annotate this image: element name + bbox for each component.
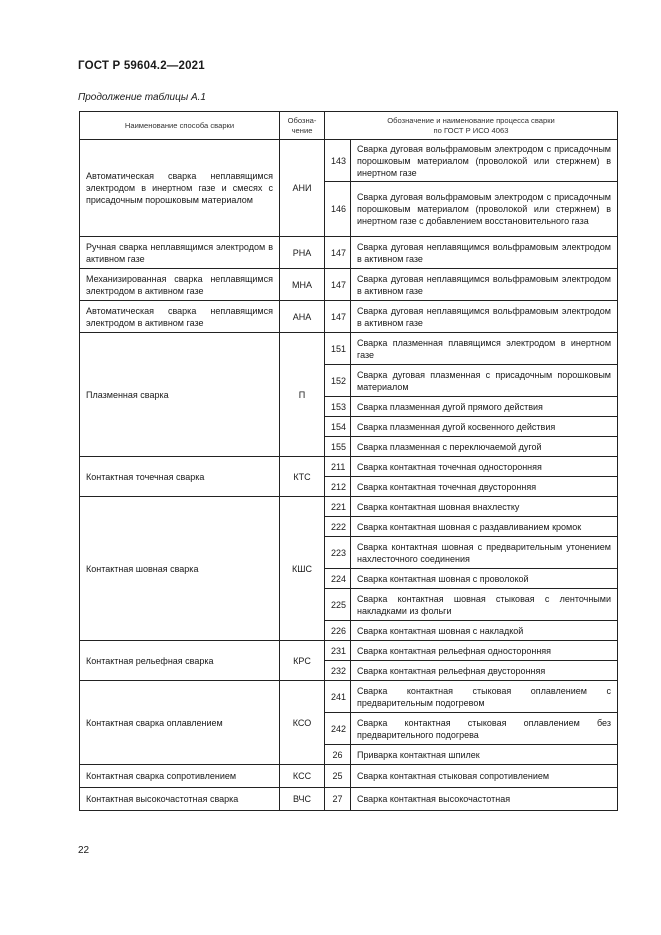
process-name: Приварка контактная шпилек (351, 745, 618, 765)
process-name: Сварка контактная стыковая сопротивлением (351, 765, 618, 788)
welding-method-code: П (280, 333, 325, 457)
process-number: 152 (325, 365, 351, 397)
welding-method-name: Плазменная сварка (80, 333, 280, 457)
process-name: Сварка контактная шовная с раздавливанием кромок (351, 517, 618, 537)
welding-method-code: КСС (280, 765, 325, 788)
process-number: 224 (325, 569, 351, 589)
process-name: Сварка дуговая вольфрамовым электродом с присадочным порошковым материалом (проволокой или стержнем) в инертном газе (351, 140, 618, 182)
process-name: Сварка контактная рельефная односторонняя (351, 641, 618, 661)
table-caption: Продолжение таблицы А.1 (78, 92, 206, 103)
column-header-code: Обозна- чение (280, 112, 325, 140)
process-number: 147 (325, 237, 351, 269)
table-row (80, 140, 618, 182)
welding-method-code: ВЧС (280, 788, 325, 811)
table-row (80, 237, 618, 269)
process-number: 146 (325, 182, 351, 237)
welding-method-name: Механизированная сварка неплавящимся электродом в активном газе (80, 269, 280, 301)
process-name: Сварка дуговая вольфрамовым электродом с присадочным порошковым материалом (проволокой или стержнем) в инертном газе с добавлением восстановительного газа (351, 182, 618, 237)
process-name: Сварка контактная точечная двусторонняя (351, 477, 618, 497)
process-name: Сварка контактная рельефная двусторонняя (351, 661, 618, 681)
welding-method-name: Контактная сварка сопротивлением (80, 765, 280, 788)
welding-method-code: КТС (280, 457, 325, 497)
welding-method-code: АНИ (280, 140, 325, 237)
process-number: 231 (325, 641, 351, 661)
process-name: Сварка дуговая неплавящимся вольфрамовым электродом в активном газе (351, 301, 618, 333)
process-number: 241 (325, 681, 351, 713)
process-number: 147 (325, 269, 351, 301)
welding-method-code: КРС (280, 641, 325, 681)
process-name: Сварка плазменная дугой прямого действия (351, 397, 618, 417)
welding-method-name: Ручная сварка неплавящимся электродом в активном газе (80, 237, 280, 269)
process-number: 225 (325, 589, 351, 621)
process-number: 232 (325, 661, 351, 681)
process-number: 153 (325, 397, 351, 417)
process-name: Сварка плазменная с переключаемой дугой (351, 437, 618, 457)
table-row (80, 788, 618, 811)
column-header-process: Обозначение и наименование процесса сварки по ГОСТ Р ИСО 4063 (325, 112, 618, 140)
welding-method-name: Контактная рельефная сварка (80, 641, 280, 681)
process-number: 226 (325, 621, 351, 641)
process-name: Сварка контактная шовная стыковая с ленточными накладками из фольги (351, 589, 618, 621)
welding-method-name: Контактная шовная сварка (80, 497, 280, 641)
process-number: 212 (325, 477, 351, 497)
table-row (80, 497, 618, 517)
process-name: Сварка дуговая неплавящимся вольфрамовым электродом в активном газе (351, 269, 618, 301)
process-number: 223 (325, 537, 351, 569)
process-name: Сварка контактная шовная с накладкой (351, 621, 618, 641)
process-name: Сварка дуговая неплавящимся вольфрамовым электродом в активном газе (351, 237, 618, 269)
process-name: Сварка контактная шовная внахлестку (351, 497, 618, 517)
process-number: 143 (325, 140, 351, 182)
welding-method-code: РНА (280, 237, 325, 269)
welding-method-name: Контактная сварка оплавлением (80, 681, 280, 765)
process-name: Сварка контактная точечная односторонняя (351, 457, 618, 477)
process-number: 27 (325, 788, 351, 811)
table-row (80, 681, 618, 713)
process-number: 25 (325, 765, 351, 788)
welding-method-name: Контактная точечная сварка (80, 457, 280, 497)
page-number: 22 (78, 845, 90, 856)
process-number: 155 (325, 437, 351, 457)
welding-method-name: Контактная высокочастотная сварка (80, 788, 280, 811)
table-row (80, 765, 618, 788)
process-number: 211 (325, 457, 351, 477)
process-name: Сварка контактная стыковая оплавлением без предварительного подогрева (351, 713, 618, 745)
table-row (80, 269, 618, 301)
welding-method-code: АНА (280, 301, 325, 333)
process-name: Сварка контактная стыковая оплавлением с предварительным подогревом (351, 681, 618, 713)
table-body (80, 140, 618, 811)
process-number: 221 (325, 497, 351, 517)
process-name: Сварка контактная шовная с предварительным утонением нахлесточного соединения (351, 537, 618, 569)
welding-method-code: КШС (280, 497, 325, 641)
welding-methods-table (79, 111, 618, 811)
document-header: ГОСТ Р 59604.2—2021 (78, 60, 205, 72)
process-number: 151 (325, 333, 351, 365)
column-header-method: Наименование способа сварки (80, 112, 280, 140)
table-row (80, 457, 618, 477)
process-name: Сварка контактная высокочастотная (351, 788, 618, 811)
process-name: Сварка плазменная плавящимся электродом в инертном газе (351, 333, 618, 365)
process-number: 147 (325, 301, 351, 333)
welding-method-code: МНА (280, 269, 325, 301)
table-row (80, 641, 618, 661)
process-number: 222 (325, 517, 351, 537)
process-number: 26 (325, 745, 351, 765)
table-row (80, 333, 618, 365)
welding-method-name: Автоматическая сварка неплавящимся электродом в инертном газе и смесях с присадочным порошковым материалом (80, 140, 280, 237)
welding-method-name: Автоматическая сварка неплавящимся электродом в активном газе (80, 301, 280, 333)
welding-method-code: КСО (280, 681, 325, 765)
process-number: 242 (325, 713, 351, 745)
process-name: Сварка дуговая плазменная с присадочным порошковым материалом (351, 365, 618, 397)
process-name: Сварка контактная шовная с проволокой (351, 569, 618, 589)
process-number: 154 (325, 417, 351, 437)
table-row (80, 301, 618, 333)
process-name: Сварка плазменная дугой косвенного действия (351, 417, 618, 437)
